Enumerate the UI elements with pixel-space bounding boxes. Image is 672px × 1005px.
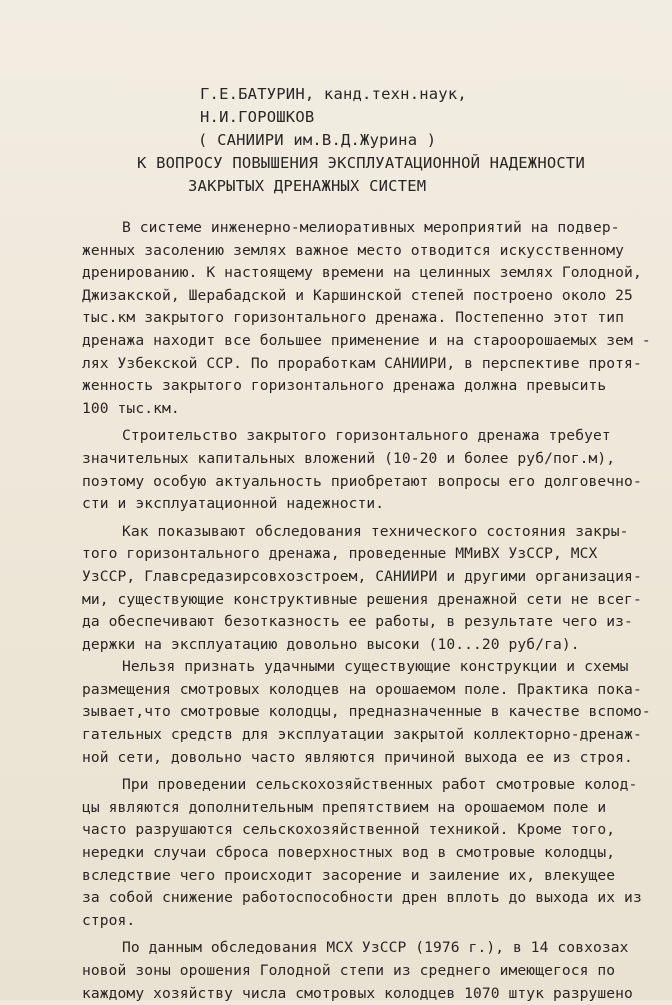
text-line: ми, существующие конструктивные решения дренажной сети не всег- [82, 590, 642, 608]
text-line: ной сети, довольно часто являются причиной выхода ее из строя. [82, 748, 633, 766]
text-line: УзССР, Главсредазирсовхозстроем, САНИИРИ и другими организация- [82, 567, 642, 585]
text-line: зывает,что смотровые колодцы, предназначенные в качестве вспомо- [82, 703, 651, 721]
author-line-1: Г.Е.БАТУРИН, канд.техн.наук, [200, 85, 467, 103]
text-line: за собой снижение работоспособности дрен вплоть до выхода их из [82, 889, 642, 907]
text-line: поэтому особую актуальность приобретают вопросы его долговечно- [82, 472, 642, 490]
text-line: новой зоны орошения Голодной степи из среднего имеющегося по [82, 962, 616, 979]
text-line: часто разрушаются сельскохозяйственной техникой. Кроме того, [82, 821, 616, 839]
text-line: держки на эксплуатацию довольно высоки (10...20 руб/га). [82, 635, 580, 653]
text-line: женность закрытого горизонтального дренажа должна превысить [82, 377, 607, 395]
text-line: лях Узбекской ССР. По проработкам САНИИРИ, в перспективе протя- [82, 354, 642, 372]
title-line-2: ЗАКРЫТЫХ ДРЕНАЖНЫХ СИСТЕМ [188, 177, 427, 195]
text-line: женных засолению землях важное место отводится искусственному [82, 241, 625, 259]
text-line: каждому хозяйству числа смотровых колодцев 1070 штук разрушено [82, 984, 633, 1002]
text-line: В системе инженерно-мелиоративных мероприятий на подвер- [122, 219, 620, 236]
text-line: По данным обследования МСХ УзССР (1976 г.), в 14 совхозах [122, 939, 629, 957]
text-line: размещения смотровых колодцев на орошаемом поле. Практика пока- [82, 680, 642, 698]
title-line-1: К ВОПРОСУ ПОВЫШЕНИЯ ЭКСПЛУАТАЦИОННОЙ НАДЕЖНОСТИ [137, 154, 585, 172]
text-line: дренированию. К настоящему времени на целинных землях Голодной, [82, 264, 642, 282]
text-line: строя. [82, 911, 136, 929]
text-line: Как показывают обследования технического состояния закры- [122, 522, 629, 540]
text-line: Строительство закрытого горизонтального дренажа требует [122, 427, 611, 445]
text-line: Джизакской, Шерабадской и Каршинской степей построено около 25 [82, 286, 633, 304]
text-line: тыс.км закрытого горизонтального дренажа. Постепенно этот тип [82, 309, 625, 327]
author-line-2: Н.И.ГОРОШКОВ [200, 108, 315, 126]
institution-line: ( САНИИРИ им.В.Д.Журина ) [198, 131, 437, 149]
body-text [82, 217, 651, 1005]
text-line: цы являются дополнительным препятствием на орошаемом поле и [82, 798, 607, 816]
text-line: вследствие чего происходит засорение и заиление их, влекущее [82, 866, 616, 884]
text-line: значительных капитальных вложений (10-20 и более руб/пог.м), [82, 449, 616, 467]
text-line: сти и эксплуатационной надежности. [82, 495, 385, 513]
text-line: нередки случаи сброса поверхностных вод в смотровые колодцы, [82, 844, 616, 862]
text-line: При проведении сельскохозяйственных работ смотровые колод- [122, 776, 638, 794]
text-line: 100 тыс.км. [82, 399, 180, 417]
text-line: Нельзя признать удачными существующие конструкции и схемы [122, 658, 629, 676]
text-line: да обеспечивают безотказность ее работы, в результате чего из- [82, 613, 633, 631]
text-line: дренажа находит все большее применение и на староорошаемых зем - [82, 331, 651, 349]
text-line: того горизонтального дренажа, проведенные ММиВХ УзССР, МСХ [82, 545, 598, 563]
text-line: гательных средств для эксплуатации закрытой коллекторно-дренаж- [82, 726, 642, 744]
